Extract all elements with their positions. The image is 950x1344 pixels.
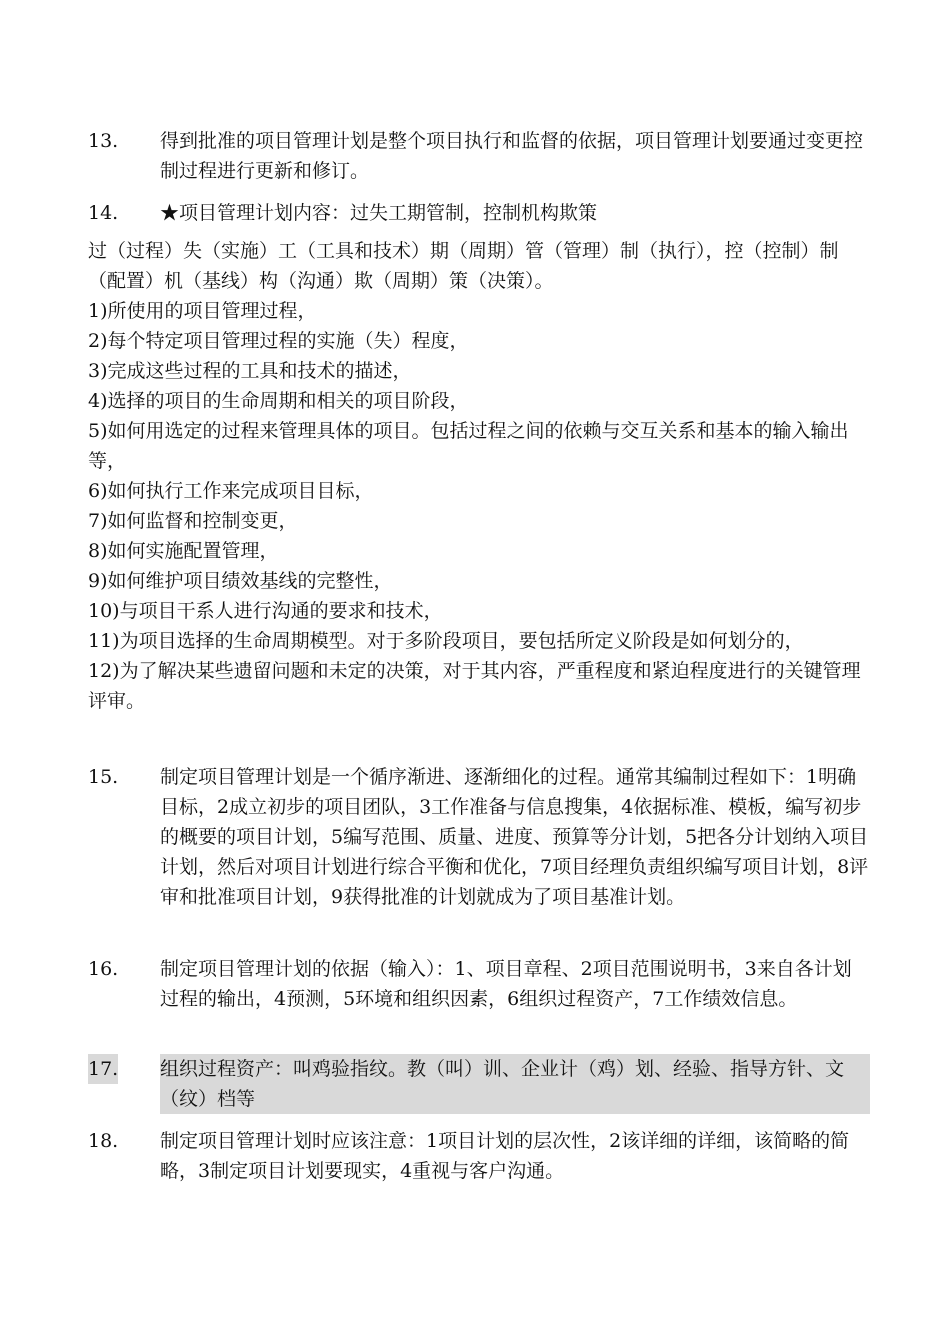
item-14 — [88, 198, 870, 228]
list-item: 9)如何维护项目绩效基线的完整性， — [88, 570, 393, 592]
item-text: 制定项目管理计划是一个循序渐进、逐渐细化的过程。通常其编制过程如下：1明确目标，2成立初步的项目团队，3工作准备与信息搜集，4依据标准、模板，编写初步的概要的项目计划，5编写范围、质量、进度、预算等分计划，5把各分计划纳入项目计划，然后对项目计划进行综合平衡和优化，7项目经理负责组织编写项目计划，8评审和批准项目计划，9获得批准的计划就成为了项目基准计划。 — [160, 766, 869, 908]
item-number: 15. — [88, 766, 119, 788]
mnemonic-paragraph: 过（过程）失（实施）工（工具和技术）期（周期）管（管理）制（执行），控（控制）制（配置）机（基线）构（沟通）欺（周期）策（决策）。 — [88, 240, 839, 292]
list-item: 2)每个特定项目管理过程的实施（失）程度， — [88, 330, 469, 352]
plan-content-block — [88, 236, 870, 716]
item-text: 组织过程资产：叫鸡验指纹。教（叫）训、企业计（鸡）划、经验、指导方针、文（纹）档等 — [160, 1054, 870, 1114]
item-text: 制定项目管理计划的依据（输入）：1、项目章程、2项目范围说明书，3来自各计划过程的输出，4预测，5环境和组织因素，6组织过程资产，7工作绩效信息。 — [160, 958, 852, 1010]
list-item: 7)如何监督和控制变更， — [88, 510, 298, 532]
list-item: 3)完成这些过程的工具和技术的描述， — [88, 360, 412, 382]
item-17-highlighted — [88, 1054, 870, 1114]
item-18 — [88, 1126, 870, 1186]
list-item: 10)与项目干系人进行沟通的要求和技术， — [88, 600, 443, 622]
item-text: 制定项目管理计划时应该注意：1项目计划的层次性，2该详细的详细，该简略的简略，3制定项目计划要现实，4重视与客户沟通。 — [160, 1130, 850, 1182]
list-item: 4)选择的项目的生命周期和相关的项目阶段， — [88, 390, 469, 412]
list-item: 8)如何实施配置管理， — [88, 540, 279, 562]
list-item: 5)如何用选定的过程来管理具体的项目。包括过程之间的依赖与交互关系和基本的输入输出等， — [88, 420, 849, 472]
list-item: 12)为了解决某些遗留问题和未定的决策，对于其内容，严重程度和紧迫程度进行的关键管理评审。 — [88, 660, 861, 712]
item-text: 得到批准的项目管理计划是整个项目执行和监督的依据，项目管理计划要通过变更控制过程进行更新和修订。 — [160, 130, 864, 182]
item-text: ★项目管理计划内容：过失工期管制，控制机构欺策 — [160, 202, 598, 224]
item-number: 13. — [88, 130, 119, 152]
item-15 — [88, 762, 870, 912]
list-item: 11)为项目选择的生命周期模型。对于多阶段项目，要包括所定义阶段是如何划分的， — [88, 630, 804, 652]
item-number: 14. — [88, 202, 119, 224]
item-13 — [88, 126, 870, 186]
item-number: 16. — [88, 958, 119, 980]
item-16 — [88, 954, 870, 1014]
list-item: 1)所使用的项目管理过程， — [88, 300, 317, 322]
item-number: 18. — [88, 1130, 119, 1152]
item-number: 17. — [88, 1054, 118, 1084]
list-item: 6)如何执行工作来完成项目目标， — [88, 480, 374, 502]
